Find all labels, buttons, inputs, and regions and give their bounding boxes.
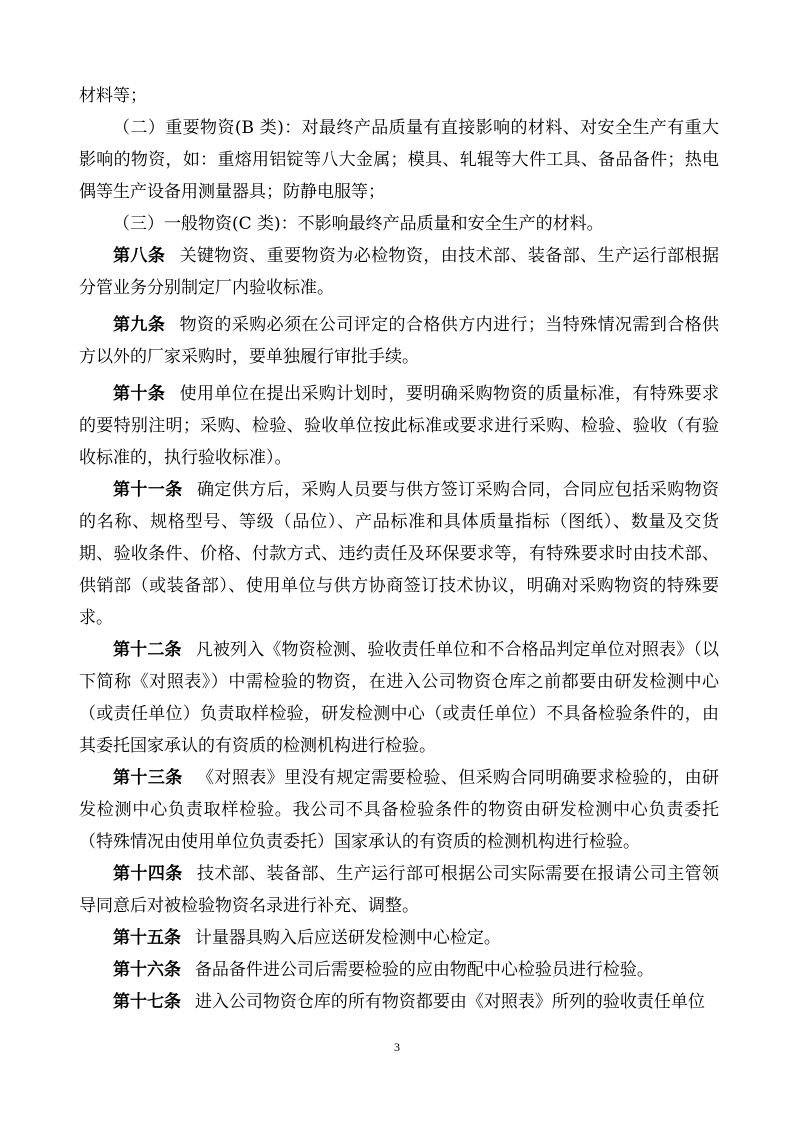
article-15 [79,922,719,954]
article-body: 技术部、装备部、生产运行部可根据公司实际需要在报请公司主管领导同意后对被检验物资名录进行补充、调整。 [79,864,720,916]
article-heading: 第十三条 [113,768,192,788]
paragraph-general-materials [79,208,719,240]
article-body: 《对照表》里没有规定需要检验、但采购合同明确要求检验的，由研发检测中心负责取样检验。我公司不具备检验条件的物资由研发检测中心负责委托（特殊情况由使用单位负责委托）国家承认的有资质的检测机构进行检验。 [79,768,720,852]
article-17 [79,986,719,1018]
article-9 [79,309,719,373]
article-10 [79,378,719,474]
article-body: 使用单位在提出采购计划时，要明确采购物资的质量标准，有特殊要求的要特别注明；采购、检验、验收单位按此标准或要求进行采购、检验、验收（有验收标准的，执行验收标准）。 [79,384,720,468]
paragraph-continuation [79,80,719,112]
paragraph-text: （三）一般物资(C 类)：不影响最终产品质量和安全生产的材料。 [113,214,604,234]
article-body: 物资的采购必须在公司评定的合格供方内进行；当特殊情况需到合格供方以外的厂家采购时，要单独履行审批手续。 [79,315,720,367]
article-body: 进入公司物资仓库的所有物资都要由《对照表》所列的验收责任单位 [194,992,705,1012]
article-heading: 第十六条 [113,960,190,980]
article-11 [79,474,719,634]
article-heading: 第十七条 [113,992,190,1012]
paragraph-text: 材料等； [79,86,147,106]
article-heading: 第十五条 [113,928,190,948]
article-heading: 第十条 [113,384,174,404]
paragraph-text: （二）重要物资(B 类)：对最终产品质量有直接影响的材料、对安全生产有重大影响的物资，如：重熔用铝锭等八大金属；模具、轧辊等大件工具、备品备件；热电偶等生产设备用测量器具；防静电服等； [79,118,719,202]
article-body: 凡被列入《物资检测、验收责任单位和不合格品判定单位对照表》（以下简称《对照表》）中需检验的物资，在进入公司物资仓库之前都要由研发检测中心（或责任单位）负责取样检验，研发检测中心（或责任单位）不具备检验条件的，由其委托国家承认的有资质的检测机构进行检验。 [79,640,720,756]
article-heading: 第八条 [113,246,174,266]
document-page [79,80,719,1018]
article-heading: 第十一条 [113,480,192,500]
article-13 [79,762,719,858]
article-body: 确定供方后，采购人员要与供方签订采购合同，合同应包括采购物资的名称、规格型号、等级（品位）、产品标准和具体质量指标（图纸）、数量及交货期、验收条件、价格、付款方式、违约责任及环保要求等，有特殊要求时由技术部、供销部（或装备部）、使用单位与供方协商签订技术协议，明确对采购物资的特殊要求。 [79,480,720,628]
article-heading: 第十四条 [113,864,192,884]
article-8 [79,240,719,304]
article-body: 备品备件进公司后需要检验的应由物配中心检验员进行检验。 [194,960,654,980]
article-16 [79,954,719,986]
article-12 [79,634,719,762]
page-number: 3 [394,1040,400,1054]
article-heading: 第九条 [113,315,174,335]
article-heading: 第十二条 [113,640,191,660]
article-body: 计量器具购入后应送研发检测中心检定。 [194,928,501,948]
paragraph-important-materials [79,112,719,208]
article-body: 关键物资、重要物资为必检物资，由技术部、装备部、生产运行部根据分管业务分别制定厂内验收标准。 [79,246,720,298]
article-14 [79,858,719,922]
